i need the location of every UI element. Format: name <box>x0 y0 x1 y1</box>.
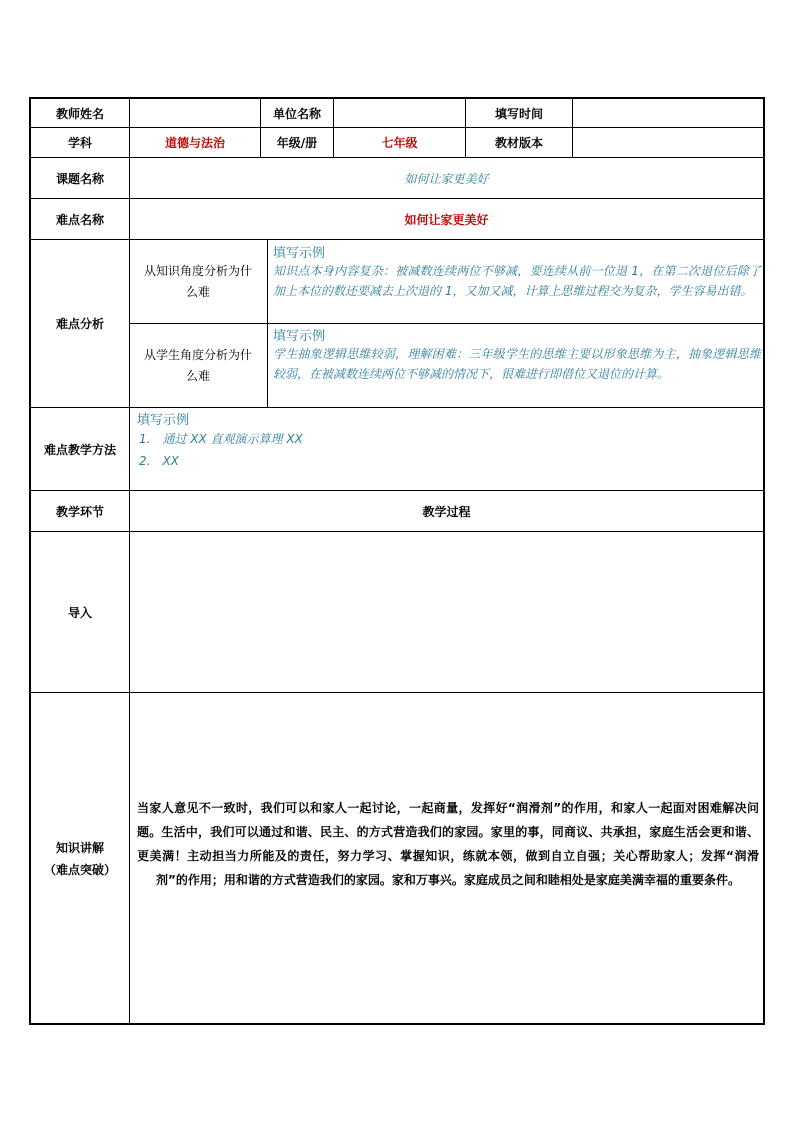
textbook-field[interactable] <box>573 128 763 157</box>
subject-label: 学科 <box>67 136 92 150</box>
textbook-label: 教材版本 <box>494 136 543 150</box>
student-analysis-text[interactable]: 学生抽象逻辑思维较弱，理解困难：三年级学生的思维主要以形象思维为主，抽象逻辑思维较弱，在被减数连续两位不够减的情况下，很难进行即借位又退位的计算。 <box>273 347 761 381</box>
intro-label: 导入 <box>67 605 92 620</box>
teacher-name-field[interactable] <box>130 99 260 127</box>
knowledge-analysis-text[interactable]: 知识点本身内容复杂：被减数连续两位不够减，要连续从前一位退 1，在第二次退位后除了加上本位的数还要减去上次退的 1，又加又减，计算上思维过程交为复杂，学生容易出错。 <box>273 264 761 298</box>
method-label: 难点教学方法 <box>43 442 116 457</box>
fill-time-field[interactable] <box>573 99 763 127</box>
method-item-1[interactable]: 1. 通过 XX 直观演示算理 XX <box>139 432 303 446</box>
unit-name-label: 单位名称 <box>272 106 321 121</box>
difficulty-label: 难点名称 <box>55 212 104 227</box>
method-hint: 填写示例 <box>137 413 190 428</box>
lesson-plan-table <box>29 97 765 1025</box>
grade-value[interactable]: 七年级 <box>381 136 418 150</box>
col-divider <box>267 239 268 407</box>
knowledge-angle-label: 从知识角度分析为什么难 <box>143 263 252 299</box>
row-divider <box>31 692 763 693</box>
difficulty-value[interactable]: 如何让家更美好 <box>404 212 489 227</box>
unit-name-field[interactable] <box>334 99 465 127</box>
subject-value[interactable]: 道德与法治 <box>164 136 225 150</box>
method-item-2[interactable]: 2. XX <box>139 454 179 468</box>
row-divider <box>31 407 763 408</box>
knowledge-explanation-text[interactable]: 当家人意见不一致时，我们可以和家人一起讨论，一起商量，发挥好“润滑剂”的作用，和家人一起面对困难解决问题。生活中，我们可以通过和谐、民主、的方式营造我们的家园。家里的事，同商议、共承担，家庭生活会更和谐、更美满！主动担当力所能及的责任，努力学习、掌握知识，练就本领，做到自立自强；关心帮助家人；发挥“润滑剂”的作用；用和谐的方式营造我们的家园。家和万事兴。家庭成员之间和睦相处是家庭美满幸福的重要条件。 <box>137 801 759 887</box>
fill-time-label: 填写时间 <box>494 106 543 121</box>
knowledge-section-label <box>31 693 129 1025</box>
student-hint: 填写示例 <box>273 329 326 344</box>
analysis-label: 难点分析 <box>55 317 104 331</box>
knowledge-hint: 填写示例 <box>273 246 326 261</box>
student-angle-label: 从学生角度分析为什么难 <box>143 347 252 383</box>
teacher-name-label: 教师姓名 <box>55 106 104 121</box>
topic-value[interactable]: 如何让家更美好 <box>404 171 489 186</box>
process-header: 教学过程 <box>422 504 471 519</box>
knowledge-section-label-line2: （难点突破） <box>43 863 116 877</box>
intro-content-area[interactable] <box>130 532 763 692</box>
knowledge-section-label-line1: 知识讲解 <box>55 841 104 855</box>
grade-label: 年级/册 <box>276 136 318 150</box>
stage-header: 教学环节 <box>55 504 104 519</box>
topic-label: 课题名称 <box>55 171 104 186</box>
